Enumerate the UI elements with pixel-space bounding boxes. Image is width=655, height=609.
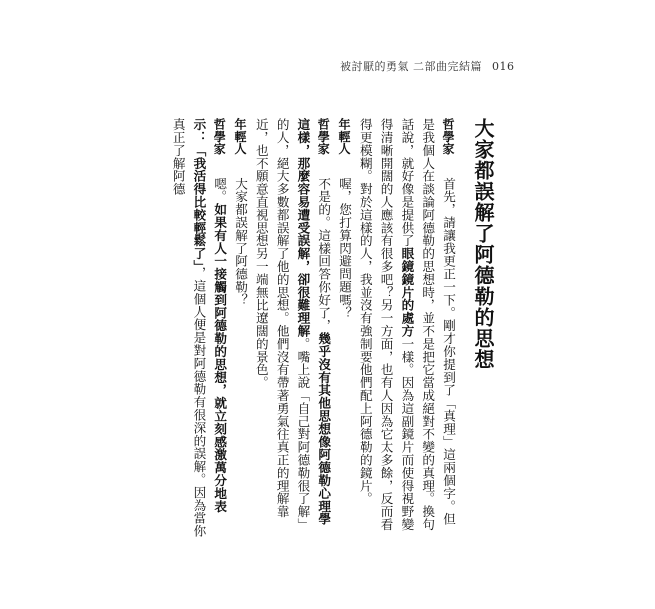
running-header <box>340 58 515 74</box>
book-title: 被討厭的勇氣 二部曲完結篇 <box>340 60 482 73</box>
speaker-label: 年輕人 <box>233 118 248 168</box>
body-text-segment: 不是的。這樣回答你好了， <box>316 177 332 333</box>
speaker-label: 哲學家 <box>212 118 227 168</box>
speaker-label: 哲學家 <box>316 118 331 168</box>
dialogue-paragraph <box>167 118 229 538</box>
speaker-label: 年輕人 <box>337 118 352 168</box>
emphasis-text: 如果有人一接觸到阿德勒的思想，就立刻感激萬分地表示：「我活得比較輕鬆了」 <box>191 118 228 513</box>
dialogue-paragraph <box>354 118 458 538</box>
dialogue-paragraph <box>229 118 250 538</box>
body-text <box>172 118 500 538</box>
body-text-segment: 。嘴上說「自己對阿德勒很了解」的人，絕大多數都誤解了他的思想。他們沒有帶著勇氣往真正的理解靠近，也不願意直視思想另一端無比遼闊的景色。 <box>253 118 311 531</box>
dialogue-paragraph <box>333 118 354 538</box>
body-text-segment: 大家都誤解了阿德勒？ <box>233 177 249 307</box>
body-text-segment: 首先，請讓我更正一下。剛才你提到了「真理」這兩個字。但是我個人在談論阿德勒的思想時，並不是把它當成絕對不變的真理。換句話說，就好像是提供了 <box>399 118 456 531</box>
speaker-label: 哲學家 <box>441 118 455 168</box>
emphasis-text: 眼鏡鏡片的處方 <box>399 247 415 338</box>
section-title: 大家都誤解了阿德勒的思想 <box>471 118 495 370</box>
page-number: 016 <box>492 60 515 73</box>
dialogue-paragraph <box>250 118 333 538</box>
body-text-segment: 一樣。因為這副鏡片而使得視野變得清晰開闊的人應該有很多吧？另一方面，也有人因為它太多餘，反而看得更模糊。對於這樣的人，我並沒有強制要他們配上阿德勒的鏡片。 <box>357 118 415 531</box>
body-text-segment: ，這個人便是對阿德勒有很深的誤解。因為當你真正了解阿德 <box>170 118 207 538</box>
body-text-segment: 嗯。 <box>212 177 228 204</box>
emphasis-text: 幾乎沒有其他思想像阿德勒心理學這樣，那麼容易遭受誤解，卻很難理解 <box>295 118 332 526</box>
body-text-segment: 喔，您打算閃避問題嗎？ <box>337 177 353 320</box>
